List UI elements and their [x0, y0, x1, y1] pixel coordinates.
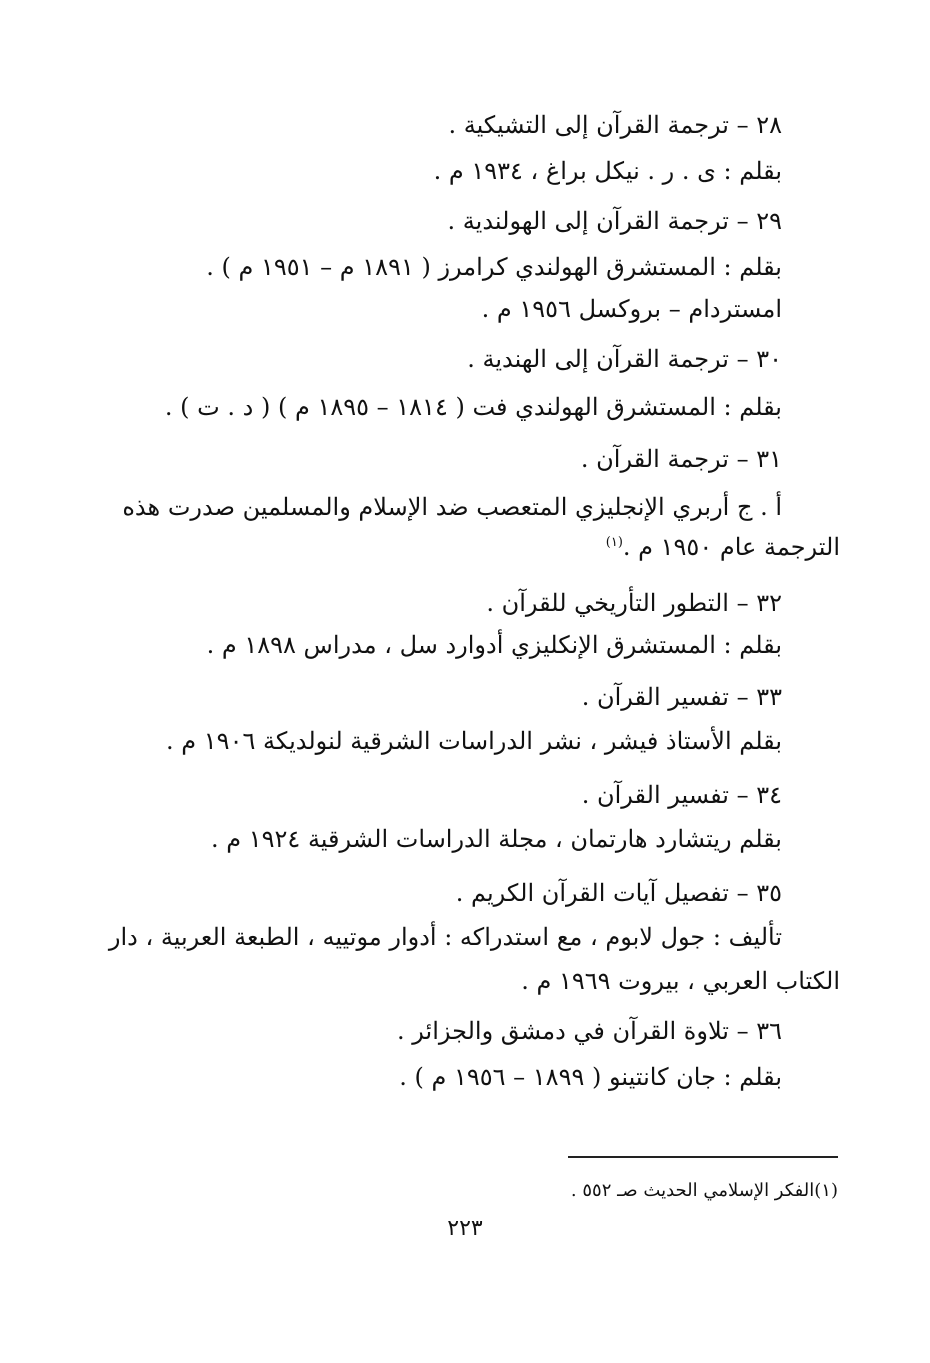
- footnote-text: (١)الفكر الإسلامي الحديث صـ ٥٥٢ .: [570, 1180, 838, 1201]
- entry-31-line-1: أ . ج أربري الإنجليزي المتعصب ضد الإسلام والمسلمين صدرت هذه: [122, 493, 782, 521]
- entry-31-line-2-text: الترجمة عام ١٩٥٠ م .: [622, 533, 840, 561]
- entry-28-title: ٢٨ – ترجمة القرآن إلى التشيكية .: [448, 111, 782, 139]
- footnote-reference[interactable]: (١): [605, 535, 623, 550]
- entry-35-line-2: الكتاب العربي ، بيروت ١٩٦٩ م .: [521, 967, 840, 995]
- entry-29-line-1: بقلم : المستشرق الهولندي كرامرز ( ١٨٩١ م – ١٩٥١ م ) .: [206, 253, 782, 281]
- entry-35-line-1: تأليف : جول لابوم ، مع استدراكه : أدوار موتييه ، الطبعة العربية ، دار: [108, 923, 782, 951]
- entry-34-title: ٣٤ – تفسير القرآن .: [581, 781, 782, 809]
- page-number: ٢٢٣: [447, 1216, 483, 1241]
- footnote-divider: [568, 1156, 838, 1158]
- entry-30-line-1: بقلم : المستشرق الهولندي فت ( ١٨١٤ – ١٨٩٥ م ) ( د . ت ) .: [164, 393, 782, 421]
- entry-29-line-2: امستردام – بروكسل ١٩٥٦ م .: [481, 295, 782, 323]
- entry-36-title: ٣٦ – تلاوة القرآن في دمشق والجزائر .: [397, 1017, 782, 1045]
- entry-33-line-1: بقلم الأستاذ فيشر ، نشر الدراسات الشرقية لنولديكة ١٩٠٦ م .: [166, 727, 782, 755]
- entry-35-title: ٣٥ – تفصيل آيات القرآن الكريم .: [455, 879, 782, 907]
- entry-30-title: ٣٠ – ترجمة القرآن إلى الهندية .: [467, 345, 782, 373]
- entry-36-line-1: بقلم : جان كانتينو ( ١٨٩٩ – ١٩٥٦ م ) .: [399, 1063, 782, 1091]
- entry-31-title: ٣١ – ترجمة القرآن .: [580, 445, 782, 473]
- entry-29-title: ٢٩ – ترجمة القرآن إلى الهولندية .: [447, 207, 782, 235]
- entry-31-line-2: [606, 530, 840, 564]
- entry-28-line-1: بقلم : ى . ر . نيكل براغ ، ١٩٣٤ م .: [433, 157, 782, 185]
- entry-34-line-1: بقلم ريتشارد هارتمان ، مجلة الدراسات الشرقية ١٩٢٤ م .: [211, 825, 782, 853]
- entry-32-line-1: بقلم : المستشرق الإنكليزي أدوارد سل ، مدراس ١٨٩٨ م .: [206, 631, 782, 659]
- entry-33-title: ٣٣ – تفسير القرآن .: [581, 683, 782, 711]
- entry-32-title: ٣٢ – التطور التأريخي للقرآن .: [486, 589, 782, 617]
